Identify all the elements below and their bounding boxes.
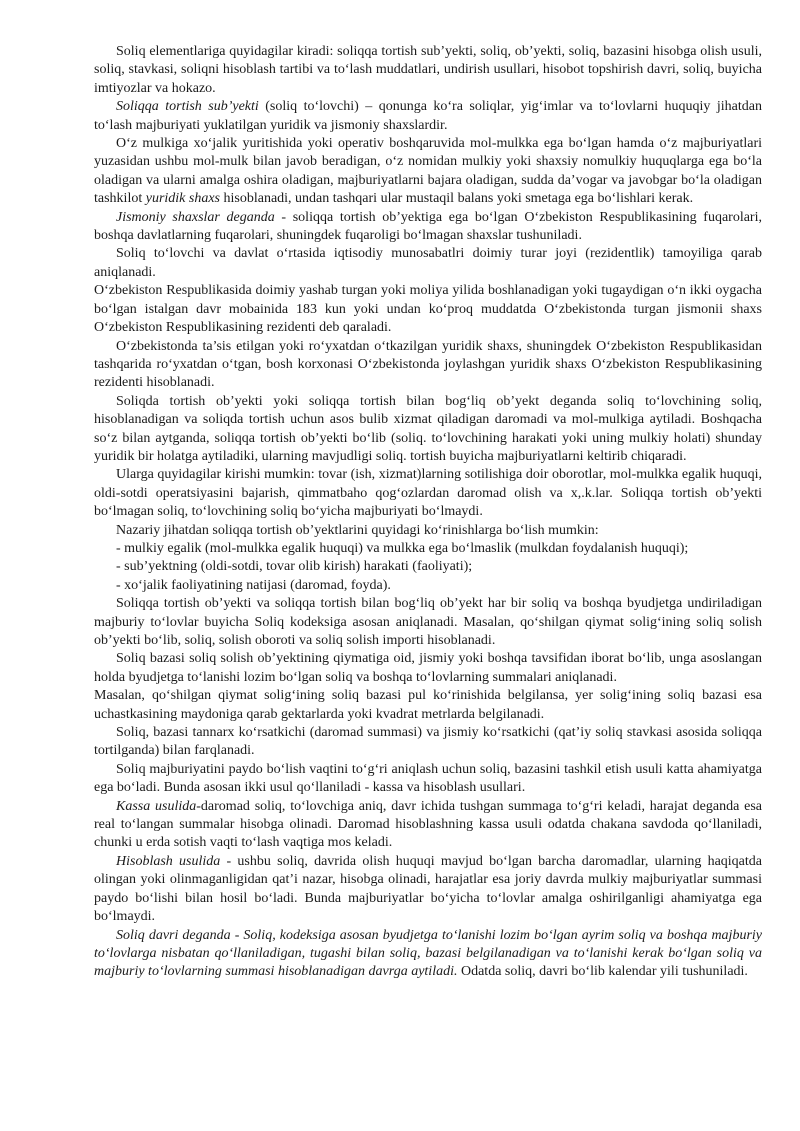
paragraph xyxy=(94,540,762,558)
text-run: Soliq majburiyatini paydo bo‘lish vaqtini to‘g‘ri aniqlash uchun soliq, bazasini tashkil etish usuli katta ahamiyatga ega bo‘ladi. Bunda asosan ikki usul qo‘llaniladi - kassa va hisoblash usullari. xyxy=(94,761,762,796)
paragraph xyxy=(94,522,762,540)
paragraph xyxy=(94,687,762,724)
text-run: (soliq to‘lovchi) – qonunga ko‘ra soliqlar, yig‘imlar va to‘lovlarni huquqiy jihatdan to‘lash majburiyati yuklatilgan yuridik va jismoniy shaxslardir. xyxy=(94,99,762,133)
text-run: Soliq to‘lovchi va davlat o‘rtasida iqtisodiy munosabatlri doimiy turar joyi (rezidentlik) tamoyiliga qarab aniqlanadi. xyxy=(94,246,762,280)
paragraph xyxy=(94,798,762,853)
paragraph xyxy=(94,338,762,393)
paragraph xyxy=(94,98,762,135)
text-run: Nazariy jihatdan soliqqa tortish ob’yektlarini quyidagi ko‘rinishlarga bo‘lish mumkin: xyxy=(116,522,599,538)
paragraph xyxy=(94,650,762,687)
text-run: - mulkiy egalik (mol-mulkka egalik huquqi) va mulkka ega bo‘lmaslik (mulkdan foydalanish huquqi); xyxy=(116,540,689,556)
text-run: Soliqqa tortish ob’yekti va soliqqa tortish bilan bog‘liq ob’yekt har bir soliq va boshqa byudjetga undiriladigan majburiy to‘lovlar buyicha Soliq kodeksiga asosan aniqlanadi. Masalan, qo‘shilgan qiymat solig‘ining soliq solish ob’yekti bo‘lib, soliq, solish oboroti va soliq solish importi hisoblanadi. xyxy=(94,596,762,648)
paragraph xyxy=(94,927,762,982)
text-run: - ushbu soliq, davrida olish huquqi mavjud bo‘lgan barcha daromadlar, ularning haqiqatda olingan yoki olinmaganligidan qat’i nazar, hisobga olinadi, harajatlar esa joriy davrda mulkiy majburiyatlar summasi paydo bo‘lishi bilan hosil bo‘ladi. Bunda majburiyatlar bo‘yicha to‘lovlar amalga oshirilganligi ahamiyatga ega bo‘lmaydi. xyxy=(94,853,762,925)
paragraph xyxy=(94,853,762,927)
text-run: O‘zbekiston Respublikasida doimiy yashab turgan yoki moliya yilida boshlanadigan yoki tugaydigan o‘n ikki oygacha bo‘lgan istalgan davr mobainida 183 kun yoki undan ko‘proq muddatda O‘zbekistonda turgan jismonii shaxs O‘zbekiston Respublikasining rezidenti deb qaraladi. xyxy=(94,283,762,336)
italic-text: Hisoblash usulida xyxy=(116,853,221,869)
text-run: -daromad soliq, to‘lovchiga aniq, davr ichida tushgan summaga to‘g‘ri keladi, harajat deganda esa real to‘langan summalar hisobga olinadi. Daromad hisoblashning kassa usuli odatda chakana savdoda qo‘llaniladi, chunki u erda sotish vaqti to‘lash vaqtiga mos keladi. xyxy=(94,798,762,851)
paragraph xyxy=(94,595,762,650)
paragraph xyxy=(94,558,762,576)
italic-text: Jismoniy shaxslar deganda xyxy=(116,209,275,225)
text-run: - sub’yektning (oldi-sotdi, tovar olib kirish) harakati (faoliyati); xyxy=(116,559,473,575)
italic-text: Soliq davri deganda - Soliq, kodeksiga asosan byudjetga to‘lanishi lozim bo‘lgan ayrim soliq va boshqa majburiy to‘lovlarga nisbatan qo‘llaniladigan, tugashi bilan soliq, bazasi belgilanadigan va to‘lanishi kerak bo‘lgan soliq va majburiy to‘lovlarning summasi hisoblanadigan davrga aytiladi. xyxy=(94,927,762,980)
paragraph xyxy=(94,761,762,798)
paragraph xyxy=(94,393,762,467)
text-run: - soliqqa tortish ob’yektiga ega bo‘lgan O‘zbekiston Respublikasining fuqarolari, boshqa davlatlarning fuqarolari, shuningdek fuqaroligi bo‘lmagan shaxslar tushuniladi. xyxy=(94,209,762,244)
italic-text: Kassa usulida xyxy=(116,798,197,814)
paragraph xyxy=(94,466,762,521)
paragraph xyxy=(94,135,762,209)
italic-text: Soliqqa tortish sub’yekti xyxy=(116,99,259,115)
text-run: Soliqda tortish ob’yekti yoki soliqqa tortish bilan bog‘liq ob’yekt deganda soliq to‘lovchining soliq, hisoblanadigan va soliqda tortish uchun asos bulib xizmat qiladigan daromadi va mol-mulkiga aytiladi. Boshqacha so‘z bilan aytganda, soliqqa tortish ob’yekti bo‘lib (soliq. to‘lovchining harakati yoki uning mulkiy holati) shunday yuridik bir holatga aytiladiki, ularning mavjudligi soliq. tortish buyicha majburiyatlarni keltirib chiqaradi. xyxy=(94,393,762,464)
paragraph xyxy=(94,209,762,246)
text-run: Soliq bazasi soliq solish ob’yektining qiymatiga oid, jismiy yoki boshqa tavsifidan iborat bo‘lib, unga asoslangan holda byudjetga to‘lanishi lozim bo‘lgan soliq va boshqa to‘lovlarning summalari aniqlanadi. xyxy=(94,651,762,685)
paragraph xyxy=(94,577,762,595)
text-run: Soliq, bazasi tannarx ko‘rsatkichi (daromad summasi) va jismiy ko‘rsatkichi (qat’iy soliq stavkasi asosida soliqqa tortilganda) bilan farqlanadi. xyxy=(94,725,762,759)
paragraph xyxy=(94,43,762,98)
text-run: O‘z mulkiga xo‘jalik yuritishida yoki operativ boshqaruvida mol-mulkka ega bo‘lgan hamda o‘z majburiyatlari yuzasidan ushbu mol-mulk bilan javob beradigan, o‘z nomidan mulkiy yoki shaxsiy nomulkiy huquqlarga ega bo‘la oladigan va ularni amalga oshira oladigan, majburiyatlarni bajara oladigan, sudda da’vogar va javobgar bo‘la oladigan tashkilot xyxy=(94,136,762,207)
text-run: Ularga quyidagilar kirishi mumkin: tovar (ish, xizmat)larning sotilishiga doir oborotlar, mol-mulkka egalik huquqi, oldi-sotdi operatsiyasini bajarish, qimmatbaho qog‘ozlardan daromad olish va x,.k.lar. Soliqqa tortish ob’yekti bo‘lmagan soliq, to‘lovchining soliq bo‘yicha majburiyati bo‘lmaydi. xyxy=(94,467,762,520)
italic-text: yuridik shaxs xyxy=(145,191,220,207)
paragraph xyxy=(94,245,762,282)
document-body xyxy=(94,43,762,982)
paragraph xyxy=(94,282,762,337)
text-run: hisoblanadi, undan tashqari ular mustaqil balans yoki smetaga ega bo‘lishlari kerak. xyxy=(220,191,694,207)
text-run: Odatda soliq, davri bo‘lib kalendar yili tushuniladi. xyxy=(457,964,748,980)
text-run: Soliq elementlariga quyidagilar kiradi: soliqqa tortish sub’yekti, soliq, ob’yekti, soliq, bazasini hisobga olish usuli, soliq, stavkasi, soliqni hisoblash tartibi va to‘lash muddatlari, undirish usullari, hisobot topshirish davri, soliq, buyicha imtiyozlar va hokazo. xyxy=(94,44,762,96)
text-run: - xo‘jalik faoliyatining natijasi (daromad, foyda). xyxy=(116,577,391,593)
text-run: Masalan, qo‘shilgan qiymat solig‘ining soliq bazasi pul ko‘rinishida belgilansa, yer solig‘ining soliq bazasi esa uchastkasining maydoniga qarab gektarlarda yoki kvadrat metrlarda belgilanadi. xyxy=(94,688,762,722)
paragraph xyxy=(94,724,762,761)
text-run: O‘zbekistonda ta’sis etilgan yoki ro‘yxatdan o‘tkazilgan yuridik shaxs, shuningdek O‘zbekiston Respublikasidan tashqarida ro‘yxatdan o‘tgan, bosh korxonasi O‘zbekistonda joylashgan yuridik shaxs O‘zbekiston Respublikasining rezidenti hisoblanadi. xyxy=(94,338,762,391)
